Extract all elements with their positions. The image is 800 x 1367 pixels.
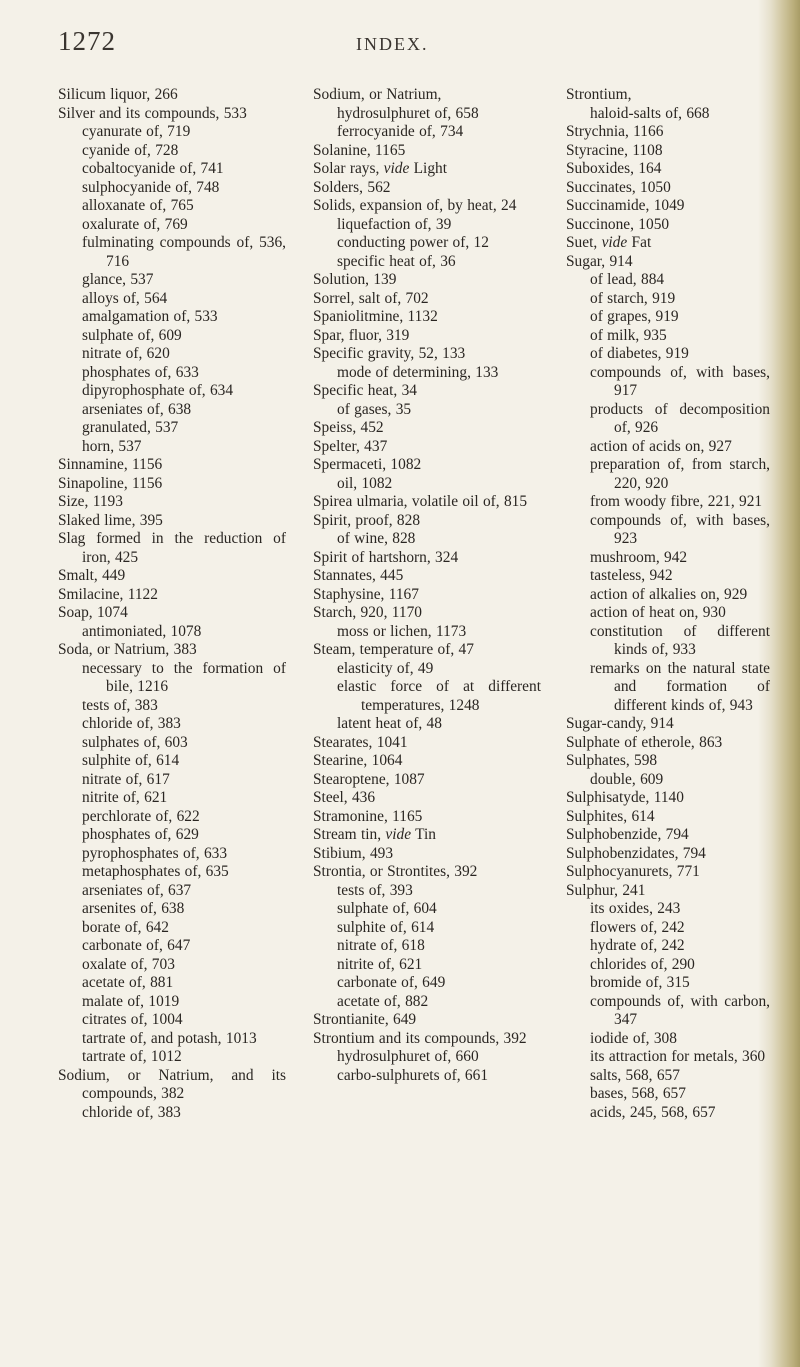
index-entry: Specific gravity, 52, 133 <box>313 345 466 362</box>
index-subentry: products of decomposition of, 926 <box>590 400 770 436</box>
index-subentry: amalgamation of, 533 <box>82 308 218 325</box>
index-subentry: horn, 537 <box>82 437 142 455</box>
index-subentry: remarks on the natural state and formation of different kinds of, 943 <box>590 659 770 714</box>
index-entry: Sulphobenzide, 794 <box>566 826 689 843</box>
index-subentry: from woody fibre, 221, 921 <box>590 493 763 510</box>
index-subentry: sulphocyanide of, 748 <box>82 178 220 196</box>
index-entry: Starch, 920, 1170 <box>313 604 423 621</box>
index-entry: Sulphate of etherole, 863 <box>566 733 723 751</box>
index-subentry: action of alkalies on, 929 <box>590 585 748 603</box>
index-subentry: arseniates of, 638 <box>82 400 192 418</box>
index-subentry: sulphates of, 603 <box>82 733 188 751</box>
index-subentry: sulphate of, 604 <box>337 900 437 917</box>
index-subentry: acetate of, 881 <box>82 974 174 991</box>
index-entry: Stannates, 445 <box>313 567 404 584</box>
index-entry: Strychnia, 1166 <box>566 123 664 140</box>
index-subentry: phosphates of, 633 <box>82 363 199 381</box>
index-subentry: nitrate of, 618 <box>337 937 425 954</box>
index-subentry: of lead, 884 <box>590 271 665 288</box>
index-entry: Slaked lime, 395 <box>58 511 163 529</box>
index-subentry: tasteless, 942 <box>590 567 673 584</box>
index-entry: Suet, vide Fat <box>566 234 652 251</box>
index-subentry: tests of, 393 <box>337 881 413 899</box>
index-entry: Solanine, 1165 <box>313 141 406 159</box>
index-entry: Sulphocyanurets, 771 <box>566 863 700 880</box>
index-entry: Suboxides, 164 <box>566 160 662 177</box>
index-entry: Spirit of hartshorn, 324 <box>313 548 459 566</box>
index-subentry: carbonate of, 649 <box>337 974 446 991</box>
index-subentry: cyanide of, 728 <box>82 141 179 159</box>
index-column-3 <box>566 86 770 1122</box>
index-entry: Sulphates, 598 <box>566 752 658 769</box>
page-header <box>0 26 760 66</box>
index-subentry: perchlorate of, 622 <box>82 807 200 825</box>
index-subentry: nitrate of, 617 <box>82 770 170 788</box>
index-subentry: metaphosphates of, 635 <box>82 863 229 880</box>
index-entry: Stearine, 1064 <box>313 752 403 769</box>
index-entry: Soda, or Natrium, 383 <box>58 641 197 658</box>
index-subentry: acids, 245, 568, 657 <box>590 1103 716 1121</box>
index-subentry: mushroom, 942 <box>590 548 688 566</box>
index-entry: Succinates, 1050 <box>566 178 671 196</box>
index-columns <box>58 86 770 1356</box>
index-entry: Sulphites, 614 <box>566 807 655 825</box>
index-subentry: mode of determining, 133 <box>337 363 499 381</box>
index-subentry: cyanurate of, 719 <box>82 123 191 140</box>
index-entry: Sinapoline, 1156 <box>58 474 163 492</box>
index-subentry: tartrate of, and potash, 1013 <box>82 1029 257 1047</box>
index-subentry: its attraction for metals, 360 <box>590 1048 766 1065</box>
index-entry: Steam, temperature of, 47 <box>313 641 474 658</box>
index-entry: Solution, 139 <box>313 271 397 288</box>
index-subentry: of wine, 828 <box>337 530 416 547</box>
index-entry: Smilacine, 1122 <box>58 585 158 603</box>
index-subentry: chloride of, 383 <box>82 1103 181 1121</box>
index-subentry: tartrate of, 1012 <box>82 1048 182 1065</box>
index-subentry: nitrite of, 621 <box>82 789 168 806</box>
index-subentry: elasticity of, 49 <box>337 659 434 677</box>
index-entry: Sugar, 914 <box>566 252 633 270</box>
index-subentry: iodide of, 308 <box>590 1029 677 1047</box>
index-subentry: pyrophosphates of, 633 <box>82 844 228 862</box>
index-entry: Sulphobenzidates, 794 <box>566 844 706 862</box>
index-entry: Spermaceti, 1082 <box>313 456 422 473</box>
index-subentry: salts, 568, 657 <box>590 1066 680 1084</box>
index-entry: Spirit, proof, 828 <box>313 511 421 529</box>
index-subentry: bromide of, 315 <box>590 974 690 991</box>
index-entry: Silver and its compounds, 533 <box>58 104 247 122</box>
index-subentry: carbo-sulphurets of, 661 <box>337 1066 489 1084</box>
index-subentry: conducting power of, 12 <box>337 234 489 251</box>
index-subentry: necessary to the formation of bile, 1216 <box>82 659 286 695</box>
index-subentry: citrates of, 1004 <box>82 1011 183 1028</box>
index-entry: Succinone, 1050 <box>566 215 670 233</box>
index-entry: Stearates, 1041 <box>313 733 408 751</box>
index-entry: Strontia, or Strontites, 392 <box>313 863 478 880</box>
index-column-2 <box>313 86 541 1085</box>
index-entry: Smalt, 449 <box>58 567 126 584</box>
index-entry: Sinnamine, 1156 <box>58 456 163 473</box>
index-entry: Speiss, 452 <box>313 419 384 436</box>
index-subentry: bases, 568, 657 <box>590 1085 686 1102</box>
index-subentry: tests of, 383 <box>82 696 158 714</box>
index-subentry: sulphate of, 609 <box>82 326 182 344</box>
index-entry: Sulphisatyde, 1140 <box>566 789 684 806</box>
index-entry: Sulphur, 241 <box>566 881 646 899</box>
index-entry: Spirea ulmaria, volatile oil of, 815 <box>313 493 528 510</box>
running-title: INDEX. <box>356 34 429 54</box>
index-subentry: chloride of, 383 <box>82 715 181 732</box>
index-subentry: oxalurate of, 769 <box>82 215 188 233</box>
index-entry: Silicum liquor, 266 <box>58 86 178 103</box>
index-subentry: preparation of, from starch, 220, 920 <box>590 456 770 492</box>
index-entry: Solders, 562 <box>313 178 391 196</box>
index-subentry: compounds of, with bases, 923 <box>590 511 770 547</box>
index-subentry: chlorides of, 290 <box>590 955 695 973</box>
index-subentry: moss or lichen, 1173 <box>337 622 467 640</box>
index-subentry: ferrocyanide of, 734 <box>337 123 464 140</box>
index-entry: Spelter, 437 <box>313 437 388 455</box>
index-subentry: hydrosulphuret of, 658 <box>337 104 479 122</box>
index-entry: Steel, 436 <box>313 789 376 806</box>
index-entry: Solids, expansion of, by heat, 24 <box>313 197 517 214</box>
index-subentry: of milk, 935 <box>590 326 667 344</box>
index-entry: Sorrel, salt of, 702 <box>313 289 429 307</box>
index-subentry: liquefaction of, 39 <box>337 215 452 233</box>
index-entry: Stearoptene, 1087 <box>313 770 425 788</box>
index-subentry: elastic force of at different temperatures, 1248 <box>337 678 541 714</box>
index-entry: Strontium, <box>566 86 632 103</box>
index-subentry: oil, 1082 <box>337 474 393 492</box>
index-subentry: arsenites of, 638 <box>82 900 185 917</box>
index-subentry: of diabetes, 919 <box>590 345 689 362</box>
index-subentry: its oxides, 243 <box>590 900 681 917</box>
index-entry: Size, 1193 <box>58 493 123 510</box>
index-subentry: of gases, 35 <box>337 400 412 418</box>
index-subentry: hydrate of, 242 <box>590 937 685 954</box>
index-entry: Spar, fluor, 319 <box>313 326 410 344</box>
index-entry: Soap, 1074 <box>58 604 128 621</box>
index-subentry: action of heat on, 930 <box>590 604 726 621</box>
index-entry: Styracine, 1108 <box>566 141 663 159</box>
index-entry: Sodium, or Natrium, and its compounds, 382 <box>58 1066 286 1102</box>
index-subentry: phosphates of, 629 <box>82 826 199 843</box>
index-subentry: compounds of, with carbon, 347 <box>590 992 770 1028</box>
index-entry: Spaniolitmine, 1132 <box>313 308 438 325</box>
index-entry: Strontium and its compounds, 392 <box>313 1029 527 1047</box>
index-entry: Strontianite, 649 <box>313 1011 417 1028</box>
index-subentry: hydrosulphuret of, 660 <box>337 1048 479 1065</box>
index-subentry: fulminating compounds of, 536, 716 <box>82 234 286 270</box>
index-subentry: of starch, 919 <box>590 289 676 307</box>
index-subentry: double, 609 <box>590 770 664 788</box>
index-subentry: antimoniated, 1078 <box>82 622 202 640</box>
index-subentry: oxalate of, 703 <box>82 955 175 973</box>
index-subentry: nitrate of, 620 <box>82 345 170 362</box>
index-subentry: latent heat of, 48 <box>337 715 442 732</box>
index-entry: Stramonine, 1165 <box>313 807 423 825</box>
index-entry: Solar rays, vide Light <box>313 160 448 177</box>
index-subentry: flowers of, 242 <box>590 918 685 936</box>
index-entry: Staphysine, 1167 <box>313 585 419 603</box>
index-subentry: haloid-salts of, 668 <box>590 104 710 122</box>
index-subentry: constitution of different kinds of, 933 <box>590 622 770 658</box>
page-number: 1272 <box>58 26 116 56</box>
index-subentry: dipyrophosphate of, 634 <box>82 382 234 399</box>
index-subentry: action of acids on, 927 <box>590 437 732 455</box>
index-subentry: sulphite of, 614 <box>82 752 180 769</box>
index-subentry: sulphite of, 614 <box>337 918 435 936</box>
index-subentry: acetate of, 882 <box>337 992 429 1010</box>
index-entry: Sugar-candy, 914 <box>566 715 674 732</box>
index-subentry: glance, 537 <box>82 271 154 288</box>
index-entry: Stibium, 493 <box>313 844 394 862</box>
index-subentry: granulated, 537 <box>82 419 179 436</box>
index-subentry: of grapes, 919 <box>590 308 679 325</box>
index-subentry: arseniates of, 637 <box>82 881 192 899</box>
index-subentry: carbonate of, 647 <box>82 937 191 954</box>
index-subentry: compounds of, with bases, 917 <box>590 363 770 399</box>
index-entry: Slag formed in the reduction of iron, 425 <box>58 530 286 566</box>
index-entry: Stream tin, vide Tin <box>313 826 436 843</box>
index-entry: Sodium, or Natrium, <box>313 86 442 103</box>
index-subentry: alloys of, 564 <box>82 289 168 307</box>
index-subentry: malate of, 1019 <box>82 992 180 1010</box>
index-column-1 <box>58 86 286 1122</box>
index-subentry: borate of, 642 <box>82 918 169 936</box>
index-entry: Succinamide, 1049 <box>566 197 685 214</box>
index-subentry: cobaltocyanide of, 741 <box>82 160 224 177</box>
index-entry: Specific heat, 34 <box>313 382 417 399</box>
index-subentry: specific heat of, 36 <box>337 252 456 270</box>
index-subentry: nitrite of, 621 <box>337 955 423 973</box>
index-subentry: alloxanate of, 765 <box>82 197 194 214</box>
